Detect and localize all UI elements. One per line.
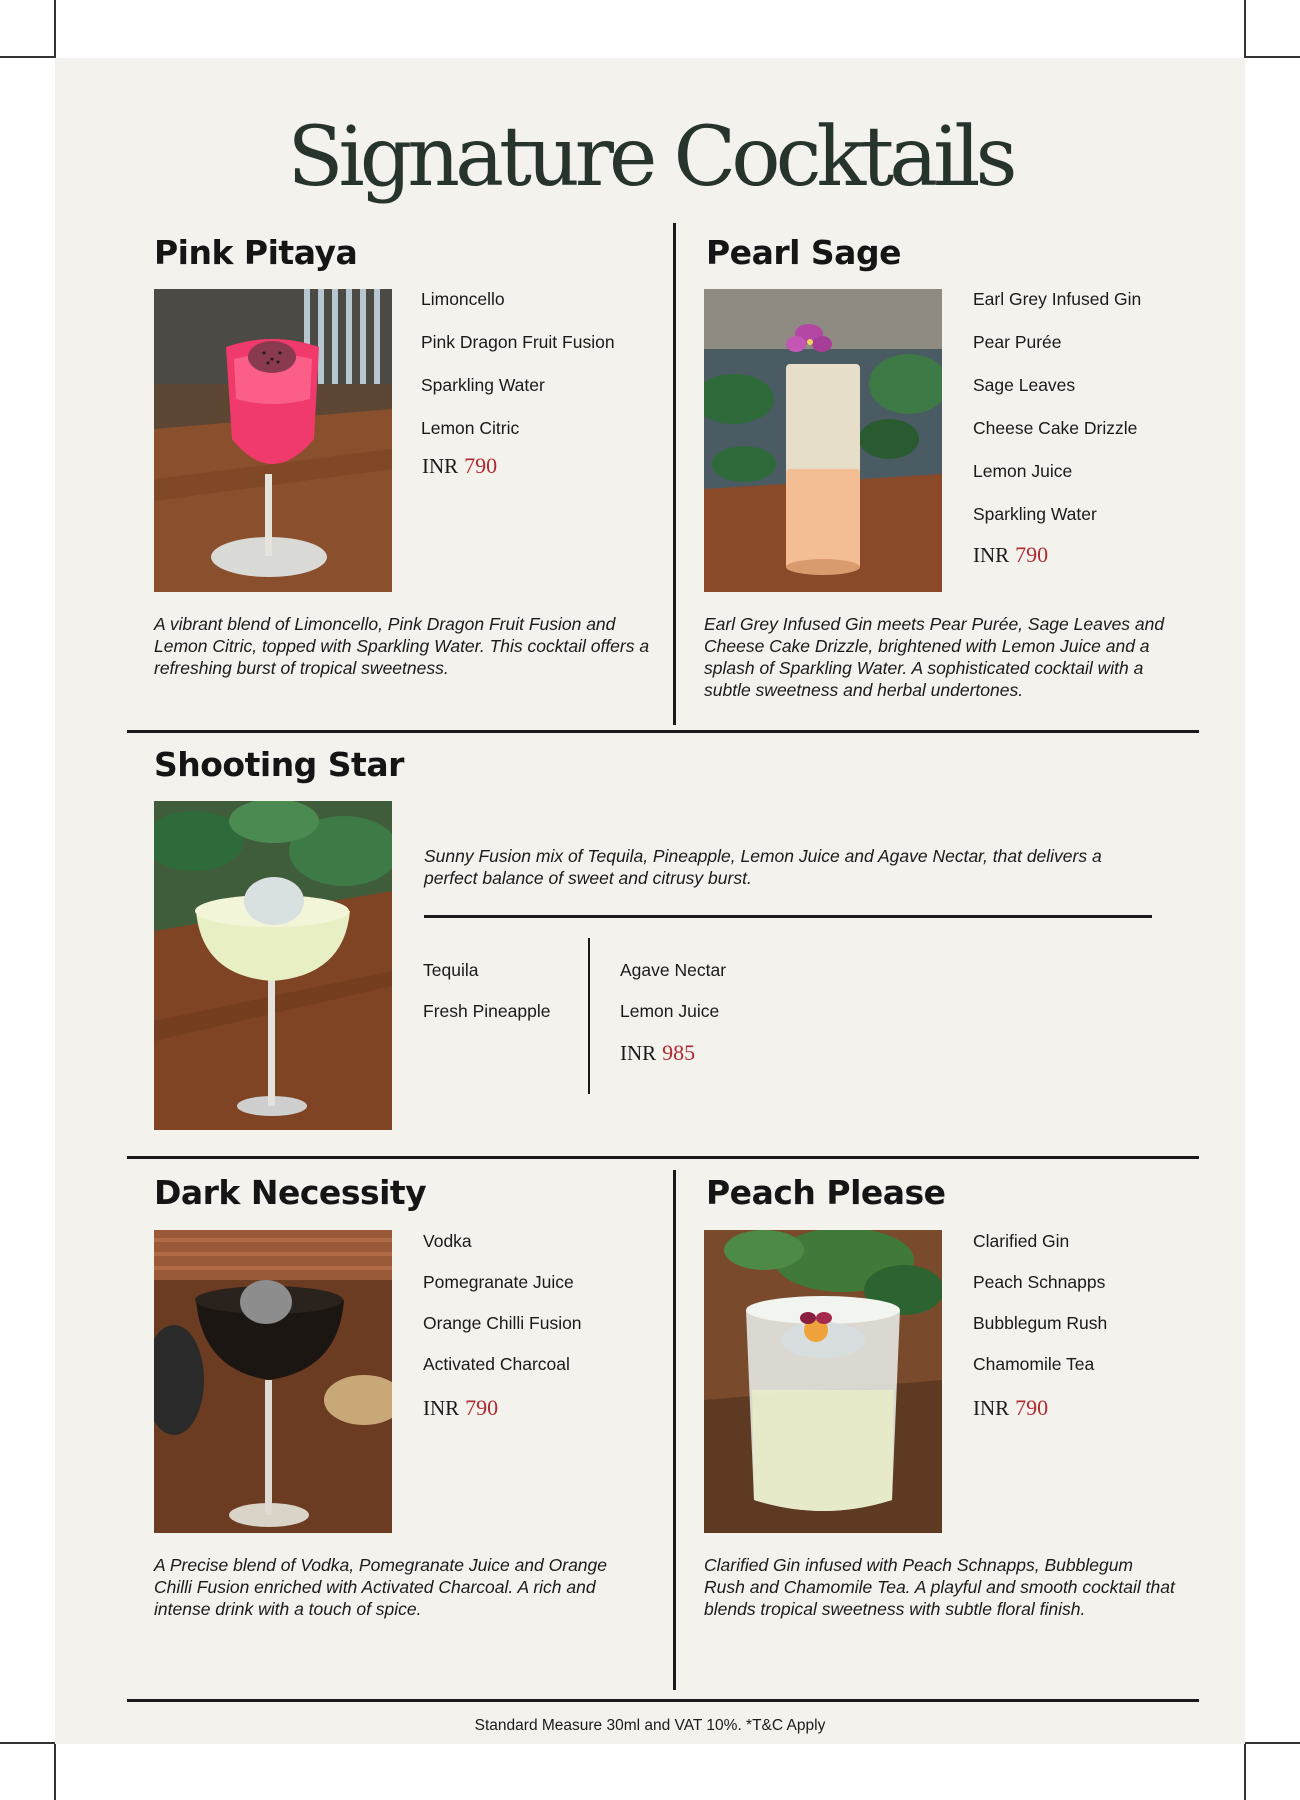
ingredient: Vodka <box>423 1231 472 1251</box>
cocktail-photo-pink-pitaya <box>154 289 392 592</box>
pearl-sage-image <box>704 289 942 592</box>
ingredient: Chamomile Tea <box>973 1354 1095 1374</box>
ingredient-list <box>423 959 550 1041</box>
ingredient-list <box>421 288 615 460</box>
ingredient: Pink Dragon Fruit Fusion <box>421 332 615 352</box>
ingredient: Pomegranate Juice <box>423 1272 574 1292</box>
crop-mark <box>1244 1743 1246 1800</box>
cocktail-name: Pearl Sage <box>706 233 901 272</box>
crop-mark <box>0 1742 55 1744</box>
ingredient: Agave Nectar <box>620 960 727 980</box>
cocktail-name: Dark Necessity <box>154 1173 427 1212</box>
price <box>973 1395 1048 1421</box>
ingredient: Lemon Juice <box>973 461 1073 481</box>
ingredient: Sparkling Water <box>973 504 1097 524</box>
footer-note: Standard Measure 30ml and VAT 10%. *T&C Apply <box>474 1717 826 1734</box>
price-amount: 790 <box>1015 542 1049 567</box>
ingredient-list <box>973 288 1141 546</box>
price-amount: 790 <box>464 453 498 478</box>
crop-mark <box>0 56 55 58</box>
crop-mark <box>1245 56 1300 58</box>
ingredient: Activated Charcoal <box>423 1354 570 1374</box>
cocktail-name: Peach Please <box>706 1173 946 1212</box>
ingredient: Cheese Cake Drizzle <box>973 418 1138 438</box>
ingredient: Sage Leaves <box>973 375 1076 395</box>
column-divider <box>673 1170 676 1690</box>
cocktail-name: Shooting Star <box>154 745 404 784</box>
ingredient-list <box>973 1230 1107 1394</box>
ingredient: Clarified Gin <box>973 1231 1070 1251</box>
cocktail-description: Sunny Fusion mix of Tequila, Pineapple, Lemon Juice and Agave Nectar, that delivers a perfect balance of sweet and citrusy burst. <box>424 846 1102 888</box>
price-currency: INR <box>973 543 1010 567</box>
price-amount: 790 <box>1015 1395 1049 1420</box>
peach-please-image <box>704 1230 942 1533</box>
price-amount: 790 <box>465 1395 499 1420</box>
price <box>423 1395 498 1421</box>
ingredient: Peach Schnapps <box>973 1272 1106 1292</box>
price <box>422 453 497 479</box>
cocktail-description: A vibrant blend of Limoncello, Pink Dragon Fruit Fusion and Lemon Citric, topped with Sparkling Water. This cocktail offers a refreshing burst of tropical sweetness. <box>154 614 650 678</box>
price-currency: INR <box>422 454 459 478</box>
crop-mark <box>54 1743 56 1800</box>
shooting-star-image <box>154 801 392 1130</box>
section-divider <box>127 730 1199 733</box>
cocktail-description: Earl Grey Infused Gin meets Pear Purée, Sage Leaves and Cheese Cake Drizzle, brightened with Lemon Juice and a splash of Sparkling Water. A sophisticated cocktail with a subtle sweetness and herbal undertones. <box>704 614 1165 700</box>
section-divider <box>127 1156 1199 1159</box>
cocktail-description: A Precise blend of Vodka, Pomegranate Juice and Orange Chilli Fusion enriched with Activated Charcoal. A rich and intense drink with a touch of spice. <box>154 1555 608 1619</box>
ingredient-list <box>423 1230 582 1394</box>
price-currency: INR <box>423 1396 460 1420</box>
section-divider <box>127 1699 1199 1702</box>
pink-pitaya-image <box>154 289 392 592</box>
cocktail-photo-dark-necessity <box>154 1230 392 1533</box>
ingredient: Pear Purée <box>973 332 1062 352</box>
cocktail-name: Pink Pitaya <box>154 233 358 272</box>
price <box>620 1040 695 1066</box>
cocktail-description: Clarified Gin infused with Peach Schnapps, Bubblegum Rush and Chamomile Tea. A playful and smooth cocktail that blends tropical sweetness with subtle floral finish. <box>704 1555 1175 1619</box>
crop-mark <box>1244 0 1246 58</box>
price-currency: INR <box>973 1396 1010 1420</box>
ingredient: Limoncello <box>421 289 505 309</box>
cocktail-photo-peach-please <box>704 1230 942 1533</box>
ingredient: Sparkling Water <box>421 375 545 395</box>
ingredient: Tequila <box>423 960 479 980</box>
menu-title: Signature Cocktails <box>287 110 1013 205</box>
cocktail-photo-pearl-sage <box>704 289 942 592</box>
cocktail-photo-shooting-star <box>154 801 392 1130</box>
price-amount: 985 <box>662 1040 696 1065</box>
ingredient: Lemon Juice <box>620 1001 720 1021</box>
price-currency: INR <box>620 1041 657 1065</box>
dark-necessity-image <box>154 1230 392 1533</box>
ingredient: Lemon Citric <box>421 418 520 438</box>
ingredient-column-divider <box>588 938 590 1094</box>
ingredient: Orange Chilli Fusion <box>423 1313 582 1333</box>
crop-mark <box>54 0 56 58</box>
menu-page <box>55 58 1245 1744</box>
price <box>973 542 1048 568</box>
ingredient: Fresh Pineapple <box>423 1001 551 1021</box>
column-divider <box>673 223 676 725</box>
ingredient-list <box>620 959 726 1041</box>
crop-mark <box>1245 1742 1300 1744</box>
description-divider <box>424 915 1152 918</box>
ingredient: Earl Grey Infused Gin <box>973 289 1142 309</box>
ingredient: Bubblegum Rush <box>973 1313 1108 1333</box>
